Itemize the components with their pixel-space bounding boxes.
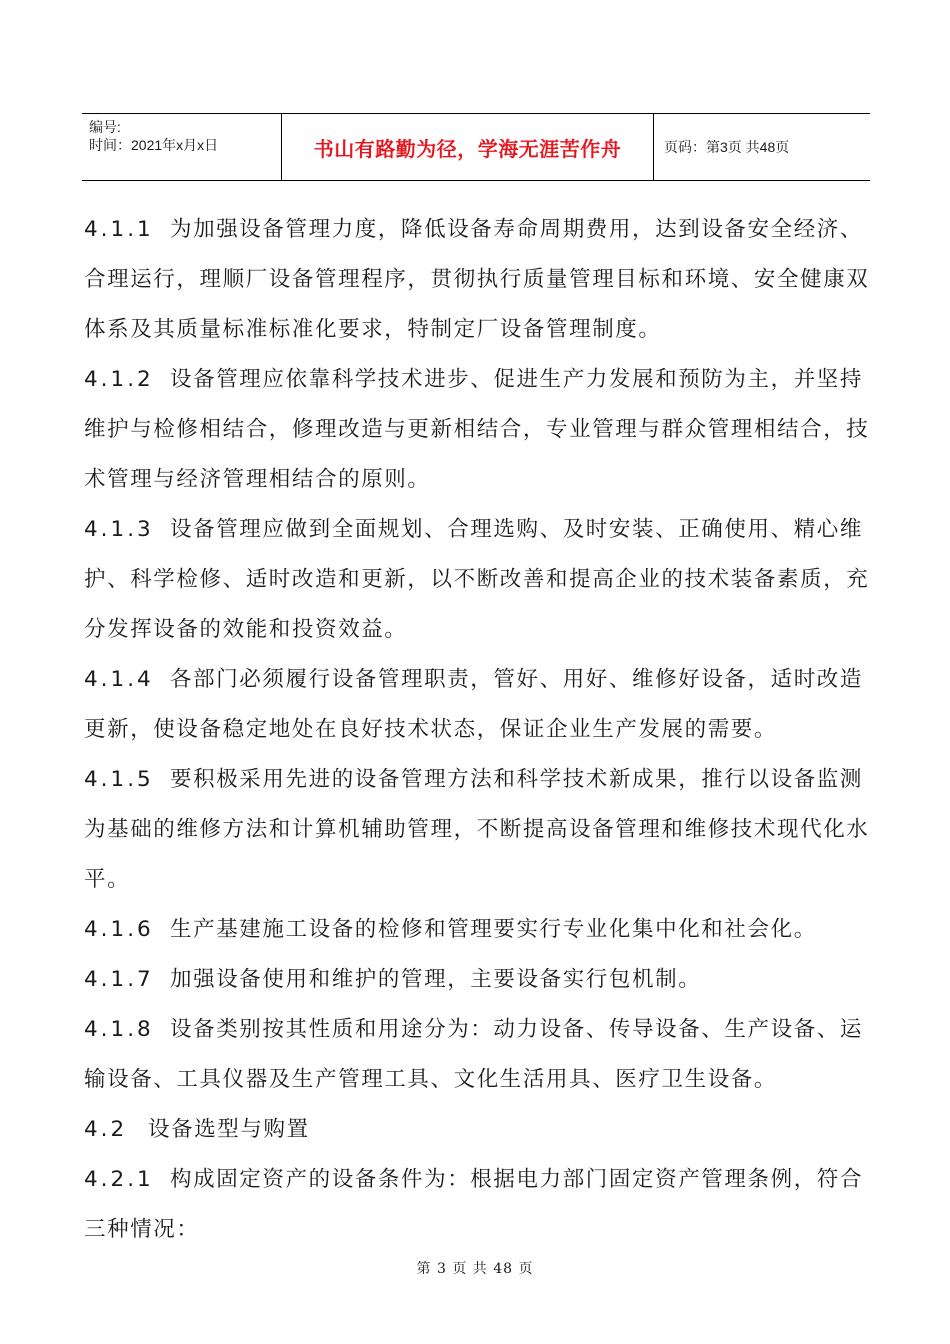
paragraph [84,205,874,355]
section-heading-text: 设备选型与购置 [148,1117,310,1142]
paragraph [84,505,874,655]
paragraph-text: 各部门必须履行设备管理职责，管好、用好、维修好设备，适时改造更新，使设备稳定地处在良好技术状态，保证企业生产发展的需要。 [84,667,864,742]
section-number: 4.1.1 [84,217,154,242]
paragraph [84,355,874,505]
section-number: 4.1.3 [84,517,154,542]
paragraph-text: 设备类别按其性质和用途分为：动力设备、传导设备、生产设备、运输设备、工具仪器及生产管理工具、文化生活用具、医疗卫生设备。 [84,1017,864,1092]
paragraph-text: 设备管理应依靠科学技术进步、促进生产力发展和预防为主，并坚持维护与检修相结合，修理改造与更新相结合，专业管理与群众管理相结合，技术管理与经济管理相结合的原则。 [84,367,870,492]
paragraph [84,905,874,955]
document-header [82,113,870,181]
serial-number-label: 编号: [89,119,121,135]
paragraph [84,655,874,755]
paragraph [84,1155,874,1255]
header-meta [82,114,282,180]
paragraph-text: 构成固定资产的设备条件为：根据电力部门固定资产管理条例，符合三种情况： [84,1167,864,1242]
page-footer: 第 3 页 共 48 页 [416,1261,534,1277]
section-number: 4.1.4 [84,667,154,692]
header-motto: 书山有路勤为径，学海无涯苦作舟 [282,114,654,180]
paragraph-text: 生产基建施工设备的检修和管理要实行专业化集中化和社会化。 [170,917,817,942]
paragraph [84,955,874,1005]
section-number: 4.1.8 [84,1017,154,1042]
paragraph-text: 要积极采用先进的设备管理方法和科学技术新成果，推行以设备监测为基础的维修方法和计算机辅助管理，不断提高设备管理和维修技术现代化水平。 [84,767,870,892]
paragraph-text: 设备管理应做到全面规划、合理选购、及时安装、正确使用、精心维护、科学检修、适时改造和更新，以不断改善和提高企业的技术装备素质，充分发挥设备的效能和投资效益。 [84,517,870,642]
paragraph [84,1005,874,1105]
date-label: 时间：2021年x月x日 [89,137,219,153]
paragraph [84,755,874,905]
paragraph-text: 为加强设备管理力度，降低设备寿命周期费用，达到设备安全经济、合理运行，理顺厂设备管理程序，贯彻执行质量管理目标和环境、安全健康双体系及其质量标准标准化要求，特制定厂设备管理制度。 [84,217,870,342]
header-page-info: 页码：第3页 共48页 [664,139,790,155]
section-number: 4.2.1 [84,1167,154,1192]
section-number: 4.2 [84,1117,128,1142]
section-number: 4.1.6 [84,917,154,942]
section-number: 4.1.2 [84,367,154,392]
section-heading [84,1105,874,1155]
section-number: 4.1.5 [84,767,154,792]
paragraph-text: 加强设备使用和维护的管理，主要设备实行包机制。 [170,967,702,992]
section-number: 4.1.7 [84,967,154,992]
document-body [84,205,874,1255]
